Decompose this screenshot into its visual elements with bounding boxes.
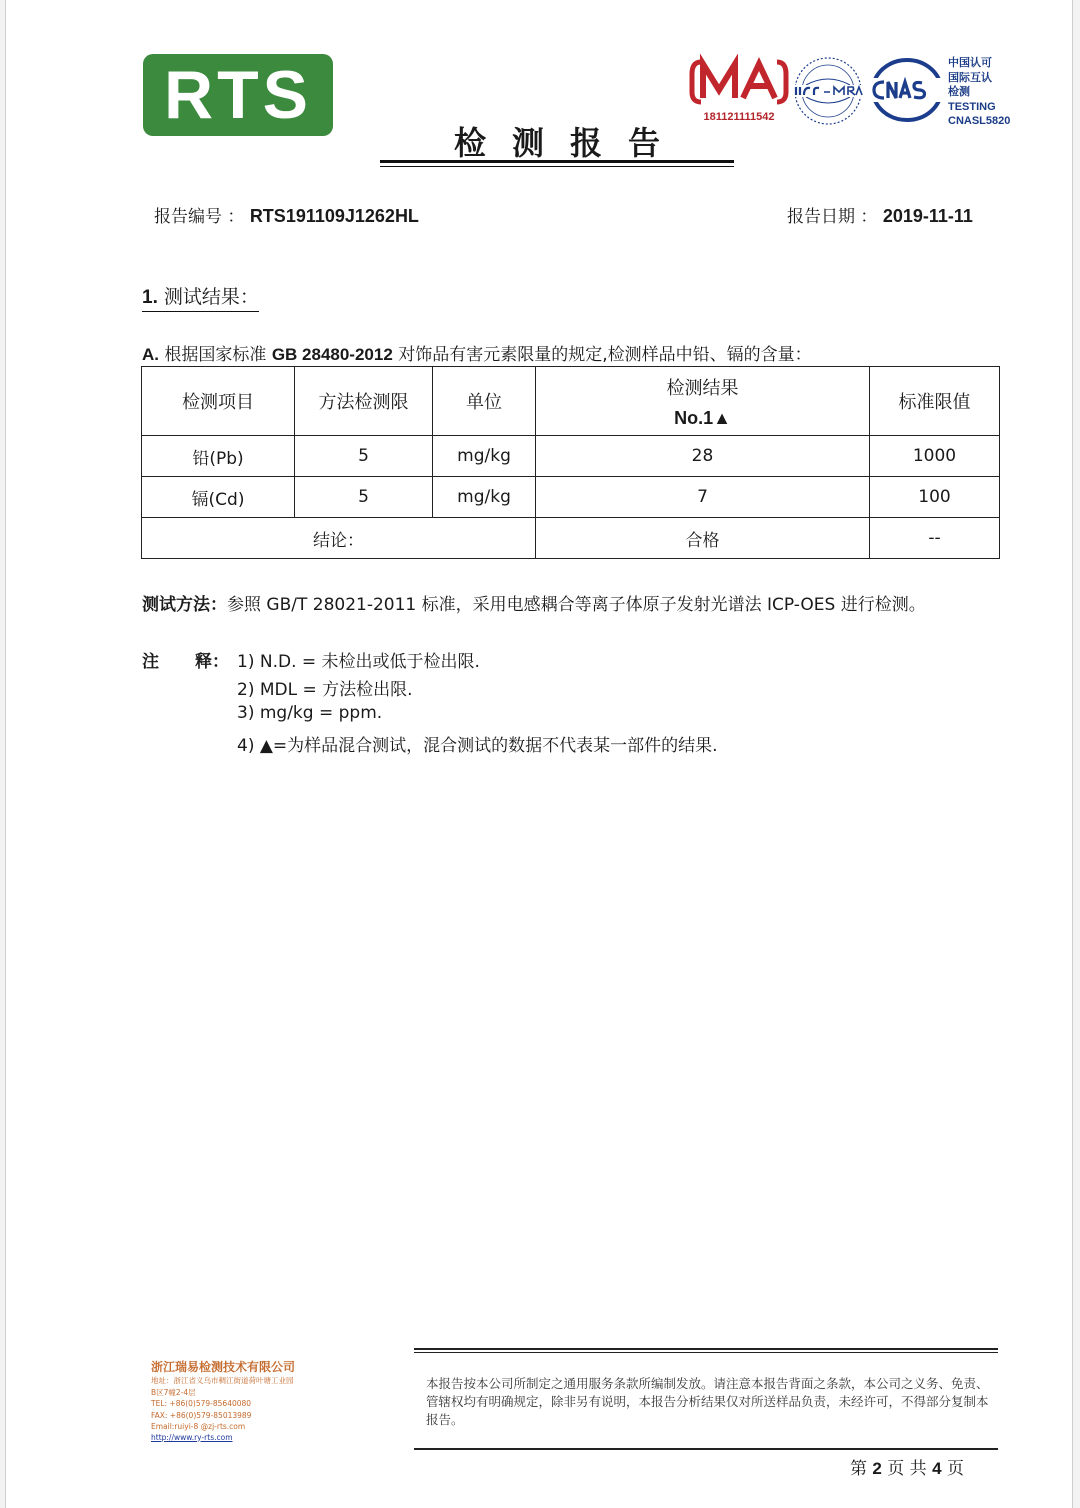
test-method-label: 测试方法： — [142, 595, 227, 615]
section-title: 测试结果： — [163, 286, 259, 308]
report-date-value: 2019-11-11 — [882, 206, 973, 226]
table-cell: 28 — [536, 436, 870, 477]
report-number — [154, 202, 419, 227]
cnas-line: 检测 — [948, 86, 970, 98]
standard-code: GB 28480-2012 — [271, 345, 393, 364]
table-cell: 1000 — [870, 436, 1000, 477]
table-cell: 5 — [295, 477, 433, 518]
sample-label: No.1▲ — [674, 407, 731, 428]
table-row — [142, 436, 1000, 477]
table-cell: 铅(Pb) — [142, 436, 295, 477]
test-method-text: 参照 GB/T 28021-2011 标准，采用电感耦合等离子体原子发射光谱法 ICP-OES 进行检测。 — [227, 595, 926, 615]
table-cell: 镉(Cd) — [142, 477, 295, 518]
cnas-line: TESTING — [948, 100, 996, 113]
table-header-row — [142, 367, 1000, 436]
note-item: 3) mg/kg = ppm. — [237, 703, 383, 723]
company-phone: TEL: +86(0)579-85640080 — [151, 1399, 252, 1408]
footer-divider — [414, 1448, 998, 1450]
page-current: 2 — [872, 1459, 882, 1478]
note-item: 1) N.D. = 未检出或低于检出限. — [237, 652, 480, 672]
ilac-mra-icon — [792, 55, 864, 127]
result-header-label: 检测结果 — [666, 377, 739, 399]
notes-label — [142, 647, 229, 672]
results-table — [141, 366, 1000, 559]
conclusion-label: 结论： — [142, 518, 536, 559]
note-item: 4) ▲=为样品混合测试，混合测试的数据不代表某一部件的结果. — [237, 736, 718, 756]
table-row — [142, 477, 1000, 518]
report-page — [6, 0, 1072, 1508]
table-cell: mg/kg — [433, 436, 536, 477]
logo-text: RTS — [164, 57, 312, 133]
notes-label-part: 注 — [142, 652, 159, 672]
section-heading — [142, 282, 259, 312]
test-method — [142, 590, 926, 615]
title-underline-thin — [380, 166, 734, 167]
cnas-line: CNASL5820 — [948, 115, 1011, 127]
company-address: 地址：浙江省义乌市稠江街道荷叶塘工业园 — [151, 1376, 294, 1385]
table-cell: 100 — [870, 477, 1000, 518]
table-cell: 5 — [295, 436, 433, 477]
document-title: 检测报告 — [453, 124, 686, 162]
note-item: 2) MDL = 方法检出限. — [237, 680, 413, 700]
subsection-text: 对饰品有害元素限量的规定,检测样品中铅、镉的含量： — [392, 345, 812, 365]
conclusion-limit: -- — [870, 518, 1000, 559]
page-number — [850, 1454, 964, 1479]
company-website-link[interactable]: http://www.ry-rts.com — [151, 1432, 233, 1442]
page-number-text: 页 — [946, 1459, 964, 1479]
report-number-label: 报告编号 ： — [154, 207, 245, 227]
footer-divider — [414, 1352, 998, 1353]
cnas-icon — [870, 58, 944, 122]
table-cell: mg/kg — [433, 477, 536, 518]
table-header: 方法检测限 — [295, 367, 433, 436]
conclusion-row — [142, 518, 1000, 559]
page-number-text: 第 — [850, 1459, 867, 1479]
subsection-prefix: A. — [142, 345, 159, 364]
title-underline — [380, 160, 734, 163]
cnas-line: 中国认可 — [948, 57, 992, 69]
cnas-line: 国际互认 — [948, 71, 992, 84]
report-number-value: RTS191109J1262HL — [249, 206, 419, 226]
report-date-label: 报告日期 ： — [787, 207, 878, 227]
rts-logo — [143, 54, 333, 136]
notes-label-part: 释： — [195, 652, 229, 672]
cma-code: 181121111542 — [703, 111, 775, 123]
company-email: Email:ruiyi-8 @zj-rts.com — [151, 1422, 246, 1431]
company-fax: FAX: +86(0)579-85013989 — [151, 1410, 252, 1420]
table-header: 单位 — [433, 367, 536, 436]
section-number: 1. — [142, 287, 158, 308]
company-info — [151, 1358, 295, 1442]
table-header: 检测项目 — [142, 367, 295, 436]
table-cell: 7 — [536, 477, 870, 518]
conclusion-value: 合格 — [536, 518, 870, 559]
page-total: 4 — [932, 1459, 942, 1478]
cnas-text — [948, 56, 1010, 129]
table-header: 标准限值 — [870, 367, 1000, 436]
company-name: 浙江瑞易检测技术有限公司 — [151, 1360, 296, 1374]
footer-divider — [414, 1348, 998, 1350]
table-header — [536, 367, 870, 436]
disclaimer-text: 本报告按本公司所制定之通用服务条款所编制发放。请注意本报告背面之条款，本公司之义务、免责、管辖权均有明确规定，除非另有说明，本报告分析结果仅对所送样品负责，未经许可，不得部分复制本报告。 — [426, 1376, 989, 1427]
company-address: B区7幢2-4层 — [151, 1387, 196, 1397]
page-number-text: 页 共 — [887, 1459, 927, 1479]
report-date — [787, 202, 973, 227]
subsection-heading — [142, 340, 812, 367]
subsection-text: 根据国家标准 — [164, 345, 272, 365]
